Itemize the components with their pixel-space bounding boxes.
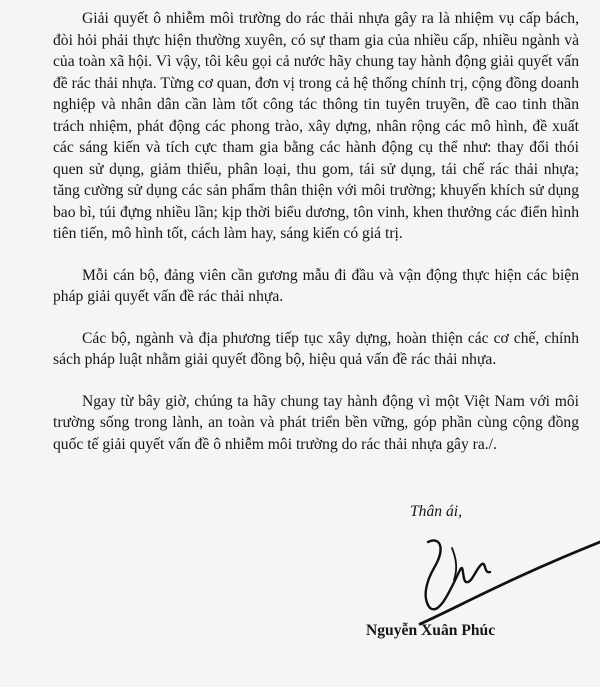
paragraph-4: Ngay từ bây giờ, chúng ta hãy chung tay hành động vì một Việt Nam với môi trường sống trong lành, an toàn và phát triển bền vững, góp phần cùng cộng đồng quốc tế giải quyết vấn đề ô nhiễm môi trường do rác thải nhựa gây ra./. <box>53 392 579 453</box>
paragraph-2: Mỗi cán bộ, đảng viên cần gương mẫu đi đầu và vận động thực hiện các biện pháp giải quyết vấn đề rác thải nhựa. <box>53 266 579 305</box>
letter-body <box>53 8 579 475</box>
closing-salutation: Thân ái, <box>410 503 462 520</box>
paragraph-3: Các bộ, ngành và địa phương tiếp tục xây dựng, hoàn thiện các cơ chế, chính sách pháp luật nhằm giải quyết đồng bộ, hiệu quả vấn đề rác thải nhựa. <box>53 329 579 368</box>
signer-name: Nguyễn Xuân Phúc <box>366 622 496 639</box>
paragraph-1: Giải quyết ô nhiễm môi trường do rác thải nhựa gây ra là nhiệm vụ cấp bách, đòi hỏi phải thực hiện thường xuyên, có sự tham gia của nhiều cấp, nhiều ngành và của toàn xã hội. Vì vậy, tôi kêu gọi cả nước hãy chung tay hành động giải quyết vấn đề rác thải nhựa. Từng cơ quan, đơn vị trong cả hệ thống chính trị, cộng đồng doanh nghiệp và nhân dân cần làm tốt công tác thông tin tuyên truyền, đề cao tinh thần trách nhiệm, phát động các phong trào, xây dựng, nhân rộng các mô hình, đề xuất các sáng kiến và tích cực tham gia bằng các hành động cụ thể như: thay đổi thói quen sử dụng, giảm thiểu, phân loại, thu gom, tái sử dụng, tái chế rác thải nhựa; tăng cường sử dụng các sản phẩm thân thiện với môi trường; khuyến khích sử dụng bao bì, túi đựng nhiều lần; kịp thời biểu dương, tôn vinh, khen thưởng các điển hình tiên tiến, mô hình tốt, cách làm hay, sáng kiến có giá trị. <box>53 10 579 242</box>
